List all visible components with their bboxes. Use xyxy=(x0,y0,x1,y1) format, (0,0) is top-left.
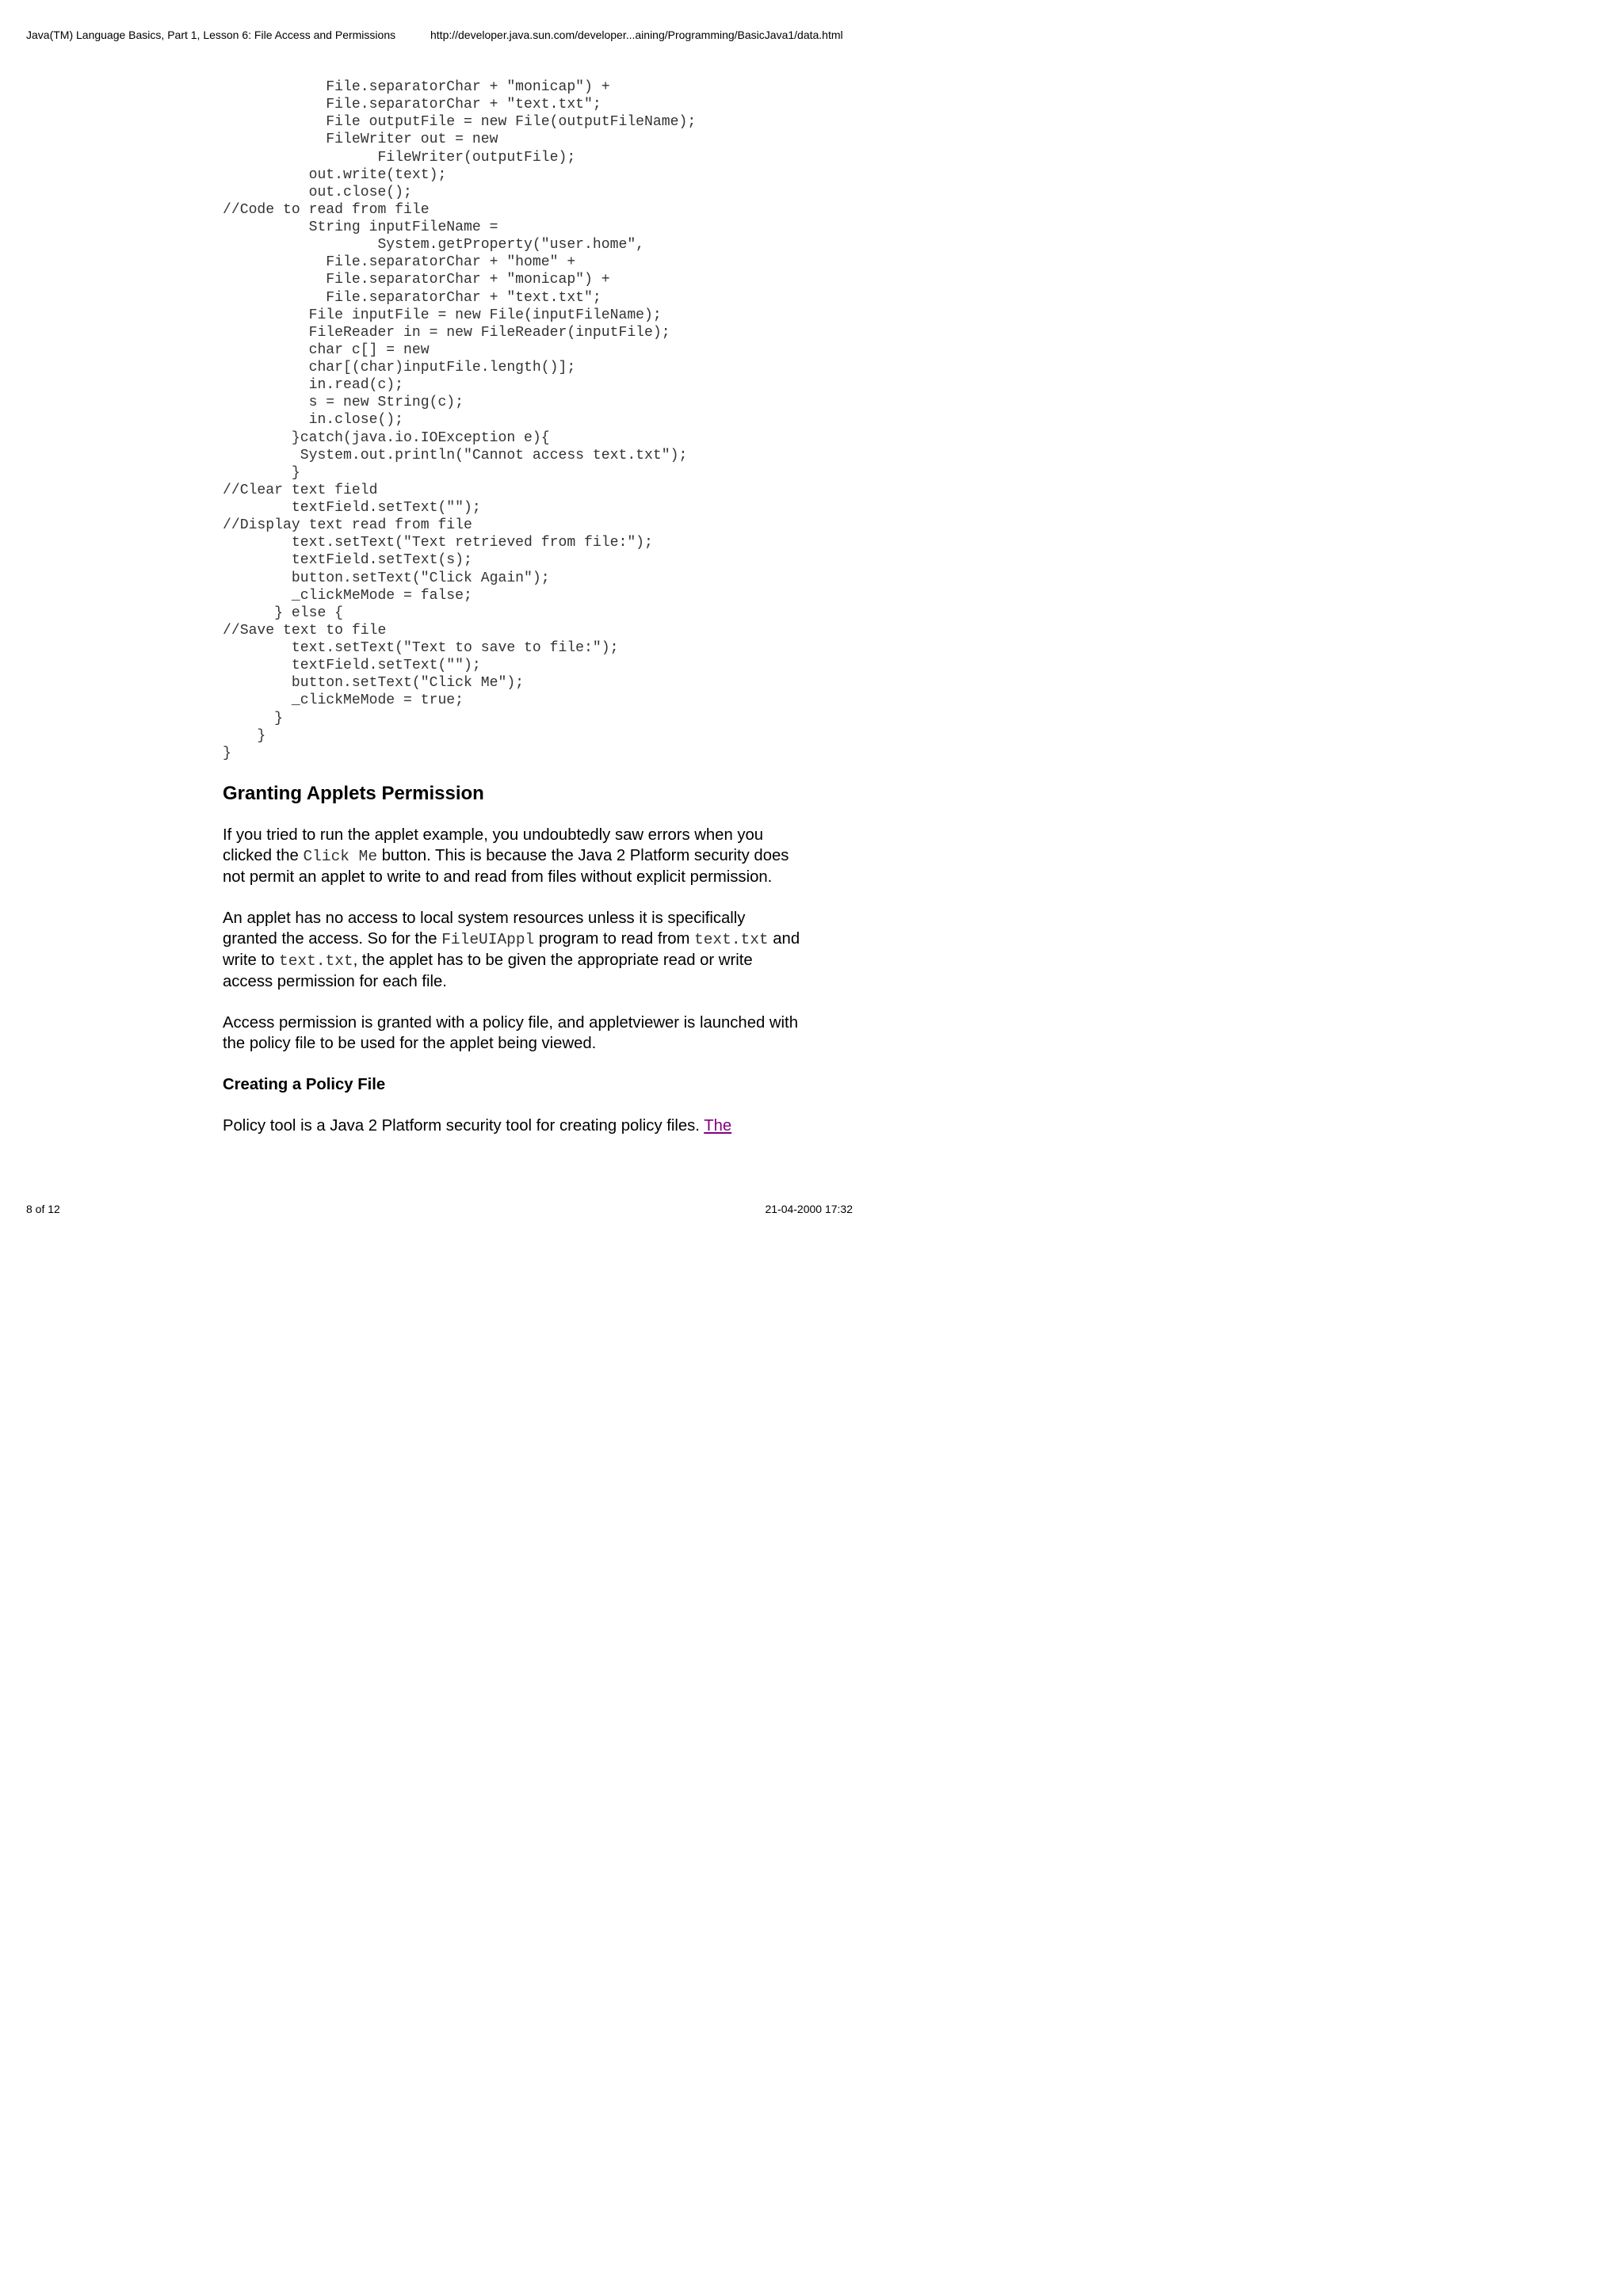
paragraph xyxy=(223,1116,801,1136)
code-line: button.setText("Click Me"); xyxy=(223,675,525,692)
code-line: textField.setText(""); xyxy=(223,658,481,674)
print-timestamp: 21-04-2000 17:32 xyxy=(765,1203,853,1215)
paragraph-text: , the applet has to be given the appropriate read or write access permission for each file. xyxy=(223,952,753,990)
section-heading: Granting Applets Permission xyxy=(223,783,484,804)
code-line: textField.setText(s); xyxy=(223,552,472,569)
code-line: _clickMeMode = false; xyxy=(223,587,472,604)
document-url: http://developer.java.sun.com/developer...aining/Programming/BasicJava1/data.html xyxy=(430,29,843,41)
policy-tool-link[interactable]: The xyxy=(704,1117,732,1135)
code-line: } xyxy=(223,727,266,744)
code-line: File.separatorChar + "home" + xyxy=(223,254,576,271)
code-line: System.out.println("Cannot access text.txt"); xyxy=(223,447,688,463)
code-line: }catch(java.io.IOException e){ xyxy=(223,429,550,446)
code-line: } xyxy=(223,710,284,727)
code-comment: //Display text read from file xyxy=(223,517,472,534)
code-line: text.setText("Text retrieved from file:"); xyxy=(223,535,653,551)
code-line: FileReader in = new FileReader(inputFile); xyxy=(223,324,670,341)
code-line: char[(char)inputFile.length()]; xyxy=(223,360,576,376)
paragraph xyxy=(223,825,801,887)
code-line: button.setText("Click Again"); xyxy=(223,570,550,586)
code-line: s = new String(c); xyxy=(223,395,464,411)
inline-code: FileUIAppl xyxy=(441,931,535,948)
code-comment: //Save text to file xyxy=(223,622,387,639)
paragraph: Access permission is granted with a policy file, and appletviewer is launched with the policy file to be used for the applet being viewed. xyxy=(223,1014,798,1052)
inline-code: text.txt xyxy=(279,952,353,970)
code-comment: //Clear text field xyxy=(223,482,378,498)
paragraph-text: An applet has no access to local system resources unless it is specifically granted the access. So for the xyxy=(223,910,746,948)
code-line: textField.setText(""); xyxy=(223,500,481,516)
code-line: File.separatorChar + "monicap") + xyxy=(223,79,610,95)
code-line: } xyxy=(223,745,231,761)
print-header xyxy=(26,28,853,42)
print-footer xyxy=(26,1202,853,1216)
subsection-heading: Creating a Policy File xyxy=(223,1076,386,1093)
paragraph-text: button. This is because the Java 2 Platform security does not permit an applet to write to and read from files without explicit permission. xyxy=(223,847,789,886)
code-line: File outputFile = new File(outputFileName); xyxy=(223,114,697,131)
code-line: char c[] = new xyxy=(223,341,430,358)
code-comment: //Code to read from file xyxy=(223,201,430,218)
code-line: String inputFileName = xyxy=(223,219,498,235)
paragraph xyxy=(223,908,801,992)
paragraph-text: Policy tool is a Java 2 Platform security tool for creating policy files. xyxy=(223,1117,705,1135)
code-line: FileWriter out = new xyxy=(223,132,498,148)
code-line: System.getProperty("user.home", xyxy=(223,237,645,254)
code-line: } else { xyxy=(223,605,344,621)
code-line: in.read(c); xyxy=(223,377,404,394)
code-line: File.separatorChar + "text.txt"; xyxy=(223,97,601,113)
code-line: File.separatorChar + "text.txt"; xyxy=(223,289,601,306)
code-line: FileWriter(outputFile); xyxy=(223,149,576,166)
document-title: Java(TM) Language Basics, Part 1, Lesson 6: File Access and Permissions xyxy=(26,29,396,41)
code-line: in.close(); xyxy=(223,412,404,429)
paragraph-text: and write to xyxy=(223,930,800,969)
paragraph-text: If you tried to run the applet example, you undoubtedly saw errors when you clicked the xyxy=(223,826,764,864)
code-line: out.close(); xyxy=(223,184,412,200)
code-line: text.setText("Text to save to file:"); xyxy=(223,640,619,656)
code-block xyxy=(223,78,696,762)
code-line: _clickMeMode = true; xyxy=(223,692,464,709)
paragraph-text: program to read from xyxy=(534,930,695,948)
code-line: } xyxy=(223,464,300,481)
code-line: File.separatorChar + "monicap") + xyxy=(223,272,610,288)
page-counter: 8 of 12 xyxy=(26,1203,60,1215)
code-line: out.write(text); xyxy=(223,166,447,183)
article-content xyxy=(223,782,801,1136)
inline-code: text.txt xyxy=(694,931,769,948)
code-line: File inputFile = new File(inputFileName); xyxy=(223,307,662,323)
inline-code: Click Me xyxy=(303,848,378,865)
